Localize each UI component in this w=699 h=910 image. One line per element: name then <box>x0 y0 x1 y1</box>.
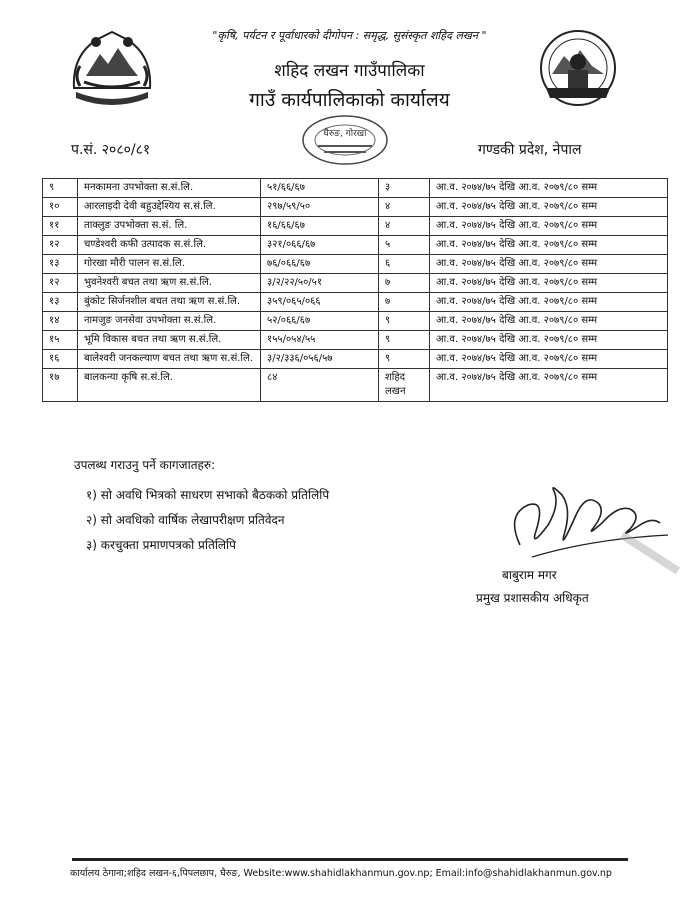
ward-cell: ४ <box>379 217 430 236</box>
documents-list <box>86 486 329 561</box>
period-cell: आ.व. २०७४/७५ देखि आ.व. २०७९/८० सम्म <box>430 236 668 255</box>
table-row <box>43 350 668 369</box>
serial-number-cell: १३ <box>43 255 78 274</box>
cooperative-name-cell: ताक्लुङ उपभोक्ता स.सं. लि. <box>78 217 261 236</box>
cooperative-name-cell: आरलाइदी देवी बहुउद्देश्यिय स.सं.लि. <box>78 198 261 217</box>
registration-number-cell: ३/२/२२/५०/५१ <box>261 274 379 293</box>
serial-number-cell: १२ <box>43 274 78 293</box>
office-stamp <box>300 112 390 168</box>
signatory-title: प्रमुख प्रशासकीय अधिकृत <box>476 591 589 605</box>
registration-number-cell: २९७/५९/५० <box>261 198 379 217</box>
footer-divider <box>72 858 628 861</box>
table-row <box>43 198 668 217</box>
province-location: गण्डकी प्रदेश, नेपाल <box>478 142 582 158</box>
documents-heading: उपलब्ध गराउनु पर्ने कागजातहरु: <box>74 458 216 472</box>
cooperative-name-cell: गोरखा मौरी पालन स.सं.लि. <box>78 255 261 274</box>
period-cell: आ.व. २०७४/७५ देखि आ.व. २०७९/८० सम्म <box>430 198 668 217</box>
ward-cell: ९ <box>379 312 430 331</box>
registration-number-cell: ३५९/०६५/०६६ <box>261 293 379 312</box>
registration-number-cell: ३/२/३३६/०५६/५७ <box>261 350 379 369</box>
registration-number-cell: १६/६६/६७ <box>261 217 379 236</box>
table-row <box>43 274 668 293</box>
cooperative-name-cell: चण्डेश्वरी कफी उत्पादक स.सं.लि. <box>78 236 261 255</box>
header-slogan: "कृषि, पर्यटन र पूर्वाधारको दीगोपन : समृद्ध, सुसंस्कृत शहिद लखन " <box>212 29 487 42</box>
table-row <box>43 179 668 198</box>
stamp-text: घैरुङ, गोरखा <box>323 129 367 139</box>
ward-cell: ६ <box>379 255 430 274</box>
table-row <box>43 236 668 255</box>
ward-cell: शहिद लखन <box>379 369 430 402</box>
period-cell: आ.व. २०७४/७५ देखि आ.व. २०७९/८० सम्म <box>430 179 668 198</box>
period-cell: आ.व. २०७४/७५ देखि आ.व. २०७९/८० सम्म <box>430 331 668 350</box>
period-cell: आ.व. २०७४/७५ देखि आ.व. २०७९/८० सम्म <box>430 217 668 236</box>
fiscal-year-ref: प.सं. २०८०/८१ <box>71 142 151 158</box>
ward-cell: ४ <box>379 198 430 217</box>
period-cell: आ.व. २०७४/७५ देखि आ.व. २०७९/८० सम्म <box>430 312 668 331</box>
table-row <box>43 312 668 331</box>
registration-number-cell: ७६/०६६/६७ <box>261 255 379 274</box>
cooperative-name-cell: नामजुङ जनसेवा उपभोक्ता स.सं.लि. <box>78 312 261 331</box>
registration-number-cell: ३२१/०६६/६७ <box>261 236 379 255</box>
ward-cell: ३ <box>379 179 430 198</box>
cooperative-name-cell: भुवनेश्वरी बचत तथा ऋण स.सं.लि. <box>78 274 261 293</box>
period-cell: आ.व. २०७४/७५ देखि आ.व. २०७९/८० सम्म <box>430 293 668 312</box>
document-item: २) सो अवधिको वार्षिक लेखापरीक्षण प्रतिवेदन <box>86 513 285 527</box>
registration-number-cell: ८४ <box>261 369 379 402</box>
serial-number-cell: १७ <box>43 369 78 402</box>
ward-cell: ७ <box>379 274 430 293</box>
serial-number-cell: १२ <box>43 236 78 255</box>
document-item: ३) करचुक्ता प्रमाणपत्रको प्रतिलिपि <box>86 538 236 552</box>
registration-number-cell: ५२/०६६/६७ <box>261 312 379 331</box>
period-cell: आ.व. २०७४/७५ देखि आ.व. २०७९/८० सम्म <box>430 274 668 293</box>
serial-number-cell: १६ <box>43 350 78 369</box>
ward-cell: ५ <box>379 236 430 255</box>
serial-number-cell: ९ <box>43 179 78 198</box>
table-row <box>43 217 668 236</box>
serial-number-cell: १३ <box>43 293 78 312</box>
period-cell: आ.व. २०७४/७५ देखि आ.व. २०७९/८० सम्म <box>430 255 668 274</box>
cooperative-name-cell: मनकामना उपभोक्ता स.सं.लि. <box>78 179 261 198</box>
cooperative-name-cell: बालकन्या कृषि स.सं.लि. <box>78 369 261 402</box>
serial-number-cell: १४ <box>43 312 78 331</box>
serial-number-cell: १० <box>43 198 78 217</box>
cooperative-name-cell: भूमि विकास बचत तथा ऋण स.सं.लि. <box>78 331 261 350</box>
ward-cell: ९ <box>379 331 430 350</box>
cooperative-name-cell: बालेश्वरी जनकल्याण बचत तथा ऋण स.सं.लि. <box>78 350 261 369</box>
document-item: १) सो अवधि भित्रको साधरण सभाको बैठकको प्रतिलिपि <box>86 488 330 502</box>
table-row <box>43 369 668 402</box>
registration-number-cell: ५१/६६/६७ <box>261 179 379 198</box>
cooperative-name-cell: बुंकोट सिर्जनशील बचत तथा ऋण स.सं.लि. <box>78 293 261 312</box>
footer-address: कार्यालय ठेगाना;शहिद लखन-६,पिपलछाप, घैरुङ, Website:www.shahidlakhanmun.gov.np; Email:info@shahidlakhanmun.gov.np <box>70 868 612 879</box>
office-name: गाउँ कार्यपालिकाको कार्यालय <box>249 89 450 111</box>
period-cell: आ.व. २०७४/७५ देखि आ.व. २०७९/८० सम्म <box>430 350 668 369</box>
table-row <box>43 293 668 312</box>
signatory-name: बाबुराम मगर <box>502 568 557 582</box>
period-cell: आ.व. २०७४/७५ देखि आ.व. २०७९/८० सम्म <box>430 369 668 402</box>
table-row <box>43 255 668 274</box>
cooperatives-table <box>42 178 668 402</box>
ward-cell: ९ <box>379 350 430 369</box>
ward-cell: ७ <box>379 293 430 312</box>
table-row <box>43 331 668 350</box>
serial-number-cell: ११ <box>43 217 78 236</box>
municipality-name: शहिद लखन गाउँपालिका <box>274 61 425 81</box>
registration-number-cell: १५५/०५४/५५ <box>261 331 379 350</box>
serial-number-cell: १५ <box>43 331 78 350</box>
